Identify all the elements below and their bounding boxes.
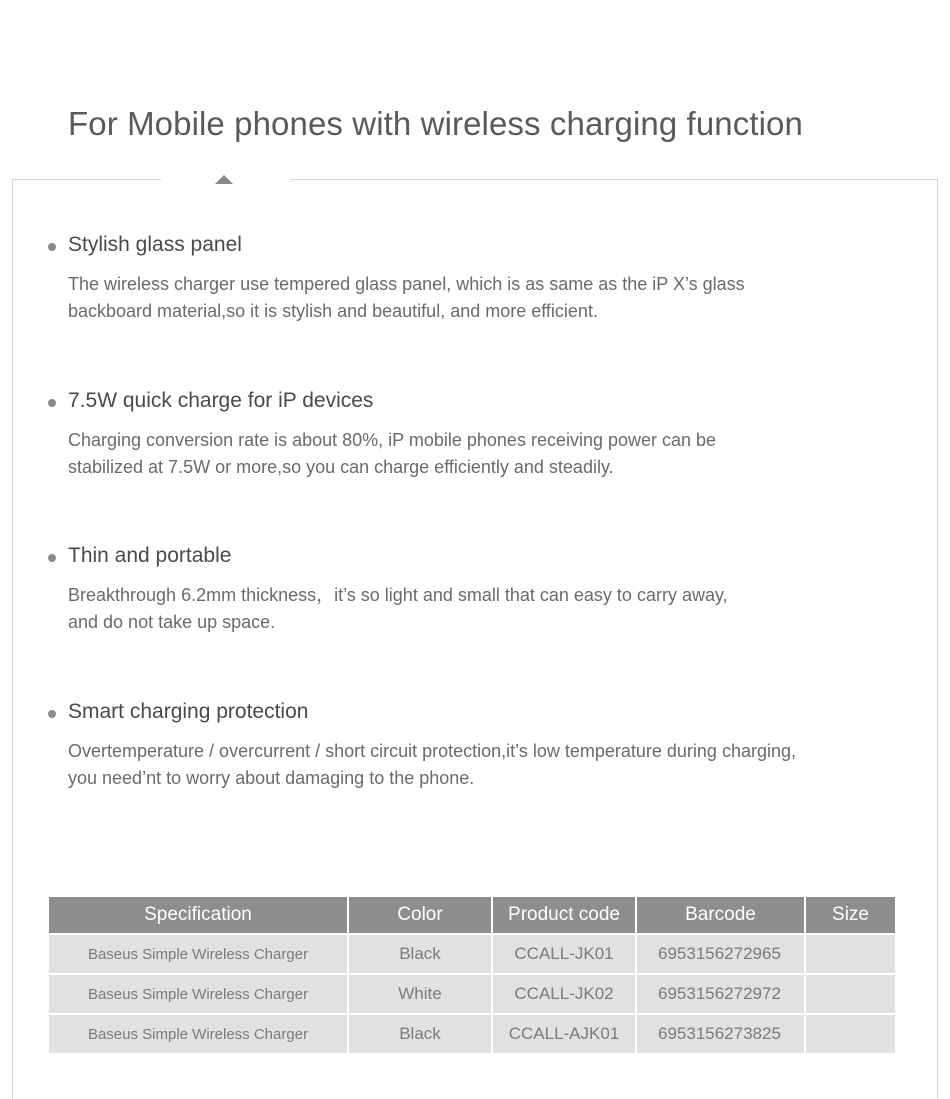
header-size: Size [806, 897, 895, 933]
panel-top-border-left [12, 179, 161, 180]
header-barcode: Barcode [637, 897, 804, 933]
feature-description-line: The wireless charger use tempered glass panel, which is as same as the iP X’s glass [68, 274, 745, 294]
cell-size [806, 935, 895, 973]
cell-barcode: 6953156272965 [637, 935, 804, 973]
cell-color: White [349, 975, 491, 1013]
table-header-row [49, 897, 895, 933]
feature-description-line: and do not take up space. [68, 612, 276, 632]
feature-description-line: you need’nt to worry about damaging to the phone. [68, 768, 475, 788]
specification-table [47, 895, 897, 1055]
header-color: Color [349, 897, 491, 933]
panel-top-border-right [290, 179, 937, 180]
bullet-icon [48, 554, 56, 562]
feature-description [68, 738, 908, 792]
feature-description-line: Charging conversion rate is about 80%, iP mobile phones receiving power can be [68, 430, 717, 450]
cell-product-code: CCALL-AJK01 [493, 1015, 635, 1053]
feature-description-line: stabilized at 7.5W or more,so you can charge efficiently and steadily. [68, 457, 614, 477]
cell-product-code: CCALL-JK02 [493, 975, 635, 1013]
bullet-icon [48, 399, 56, 407]
cell-specification: Baseus Simple Wireless Charger [49, 1015, 347, 1053]
table-row [49, 935, 895, 973]
feature-description-line: Breakthrough 6.2mm thickness，it’s so light and small that can easy to carry away, [68, 585, 728, 605]
cell-specification: Baseus Simple Wireless Charger [49, 935, 347, 973]
page-heading: For Mobile phones with wireless charging function [68, 105, 803, 142]
caret-up-icon [215, 175, 233, 184]
cell-color: Black [349, 935, 491, 973]
feature-description [68, 427, 908, 481]
feature-title: Stylish glass panel [68, 233, 242, 256]
feature-description-line: backboard material,so it is stylish and beautiful, and more efficient. [68, 301, 598, 321]
table-row [49, 975, 895, 1013]
feature-description-line: Overtemperature / overcurrent / short circuit protection,it’s low temperature during charging, [68, 741, 796, 761]
feature-title: Thin and portable [68, 544, 232, 567]
bullet-icon [48, 710, 56, 718]
cell-barcode: 6953156272972 [637, 975, 804, 1013]
table-row [49, 1015, 895, 1053]
header-specification: Specification [49, 897, 347, 933]
feature-title: 7.5W quick charge for iP devices [68, 389, 374, 412]
cell-color: Black [349, 1015, 491, 1053]
feature-description [68, 582, 908, 636]
header-product-code: Product code [493, 897, 635, 933]
cell-specification: Baseus Simple Wireless Charger [49, 975, 347, 1013]
cell-size [806, 975, 895, 1013]
bullet-icon [48, 243, 56, 251]
feature-description [68, 271, 908, 325]
cell-size [806, 1015, 895, 1053]
cell-barcode: 6953156273825 [637, 1015, 804, 1053]
cell-product-code: CCALL-JK01 [493, 935, 635, 973]
feature-title: Smart charging protection [68, 700, 309, 723]
